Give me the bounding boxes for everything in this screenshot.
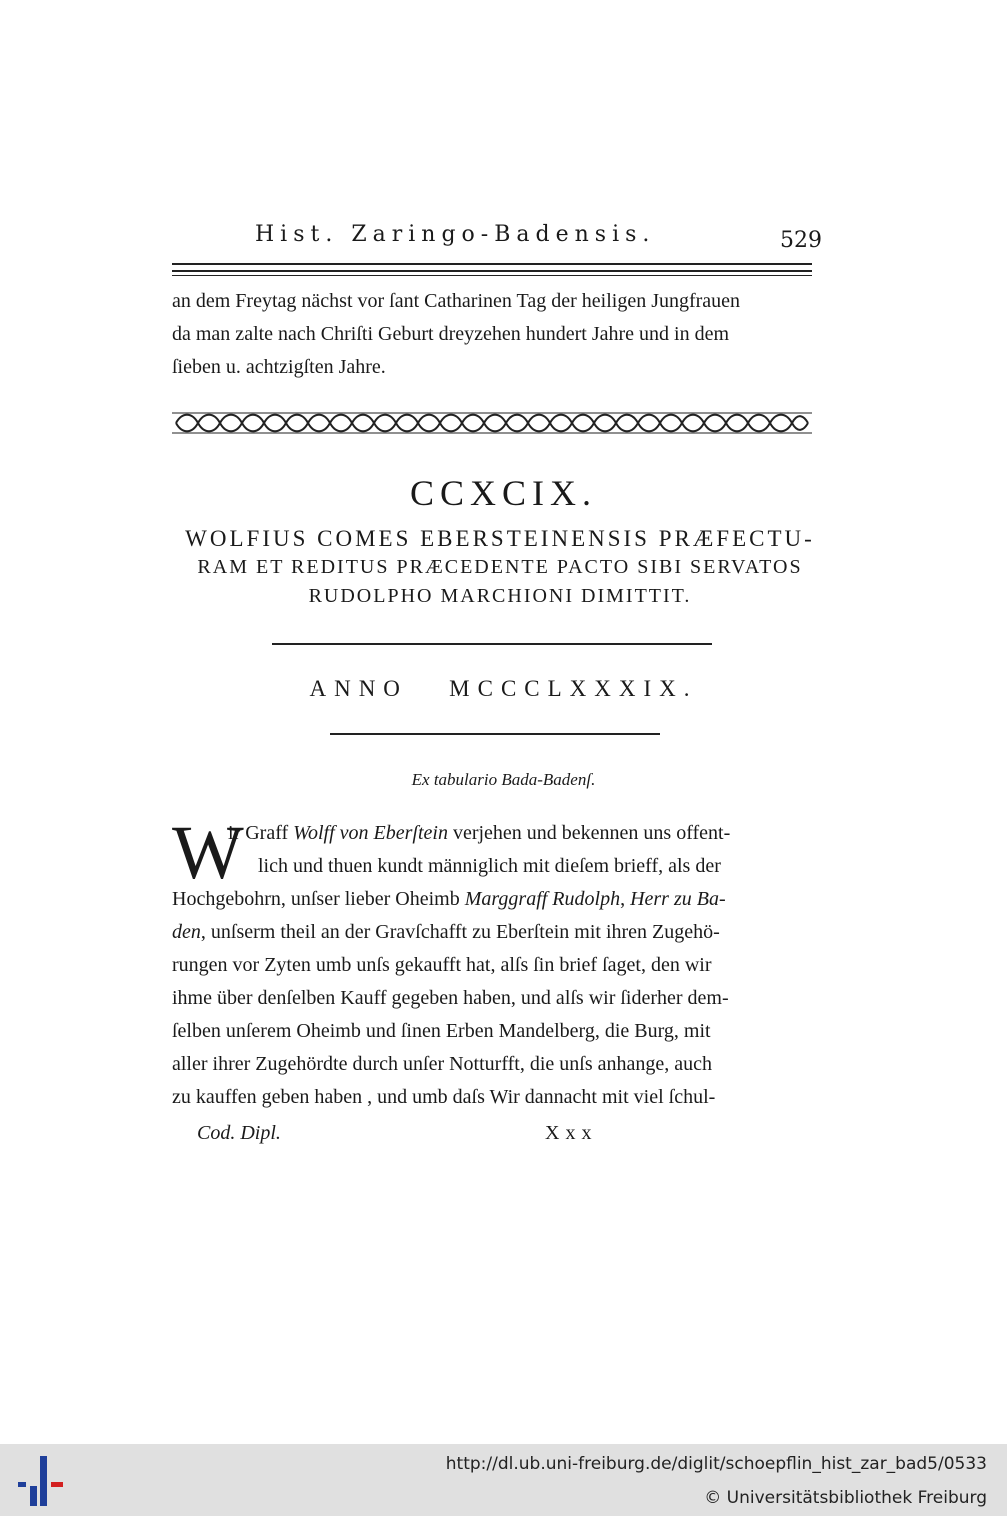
document-summary xyxy=(160,524,840,611)
document-year: ANNO MCCCLXXXIX. xyxy=(309,676,698,701)
drop-capital: W xyxy=(172,811,244,895)
text-span: , unſserm theil an der Gravſchafft zu Eberſtein mit ihren Zugehö- xyxy=(200,921,720,943)
text-line: an dem Freytag nächst vor ſant Catharinen Tag der heiligen Jungfrauen xyxy=(172,290,741,312)
header-rule xyxy=(172,275,812,276)
header-rule xyxy=(172,270,812,272)
text-line xyxy=(172,916,812,949)
text-line: aller ihrer Zugehördte durch unſer Notturfft, die unſs anhange, auch xyxy=(172,1053,712,1075)
library-logo-icon xyxy=(18,1456,66,1508)
charter-text xyxy=(172,811,812,1114)
summary-line: RAM ET REDITUS PRÆCEDENTE PACTO SIBI SERVATOS xyxy=(197,556,803,578)
person-name: Marggraff Rudolph xyxy=(464,888,621,910)
summary-line: RUDOLPHO MARCHIONI DIMITTIT. xyxy=(308,585,692,607)
text-span: ir Graff xyxy=(228,822,294,844)
text-span: , xyxy=(620,888,631,910)
copyright-notice: © Universitätsbibliothek Freiburg xyxy=(704,1488,987,1508)
summary-line: WOLFIUS COMES EBERSTEINENSIS PRÆFECTU- xyxy=(185,526,815,551)
text-span: verjehen und bekennen uns offent- xyxy=(447,822,731,844)
text-line: ſieben u. achtzigſten Jahre. xyxy=(172,356,386,378)
text-line: ihme über denſelben Kauff gegeben haben, und alſs wir ſiderher dem- xyxy=(172,987,729,1009)
title-name: den xyxy=(172,921,201,943)
title-name: Herr zu Ba- xyxy=(630,888,726,910)
section-rule xyxy=(330,733,660,735)
section-rule xyxy=(272,643,712,645)
running-head: Hist. Zaringo-Badensis. xyxy=(255,222,656,247)
document-number: CCXCIX. xyxy=(409,473,598,513)
text-line: zu kauffen geben haben , und umb daſs Wir dannacht mit viel ſchul- xyxy=(172,1086,716,1108)
ornamental-border xyxy=(172,410,812,436)
previous-charter-ending xyxy=(172,285,812,384)
document-source: Ex tabulario Bada-Badenſ. xyxy=(411,770,596,789)
text-line: lich und thuen kundt männiglich mit dieſem brieff, als der xyxy=(258,855,721,877)
text-span: Hochgebohrn, unſser lieber Oheimb xyxy=(172,888,465,910)
signature-mark: Xxx xyxy=(545,1122,598,1144)
source-url-link[interactable]: http://dl.ub.uni-freiburg.de/diglit/schoepflin_hist_zar_bad5/0533 xyxy=(445,1454,987,1474)
signature-mark: Cod. Dipl. xyxy=(197,1122,281,1144)
text-line xyxy=(172,883,812,916)
header-rule xyxy=(172,263,812,265)
person-name: Wolff von Eberſtein xyxy=(293,822,448,844)
text-line xyxy=(172,817,812,850)
page-number: 529 xyxy=(780,228,822,253)
text-line: da man zalte nach Chriſti Geburt dreyzehen hundert Jahre und in dem xyxy=(172,323,730,345)
text-line: rungen vor Zyten umb unſs gekaufft hat, alſs ſin brief ſaget, den wir xyxy=(172,954,712,976)
text-line: ſelben unſerem Oheimb und ſinen Erben Mandelberg, die Burg, mit xyxy=(172,1020,711,1042)
